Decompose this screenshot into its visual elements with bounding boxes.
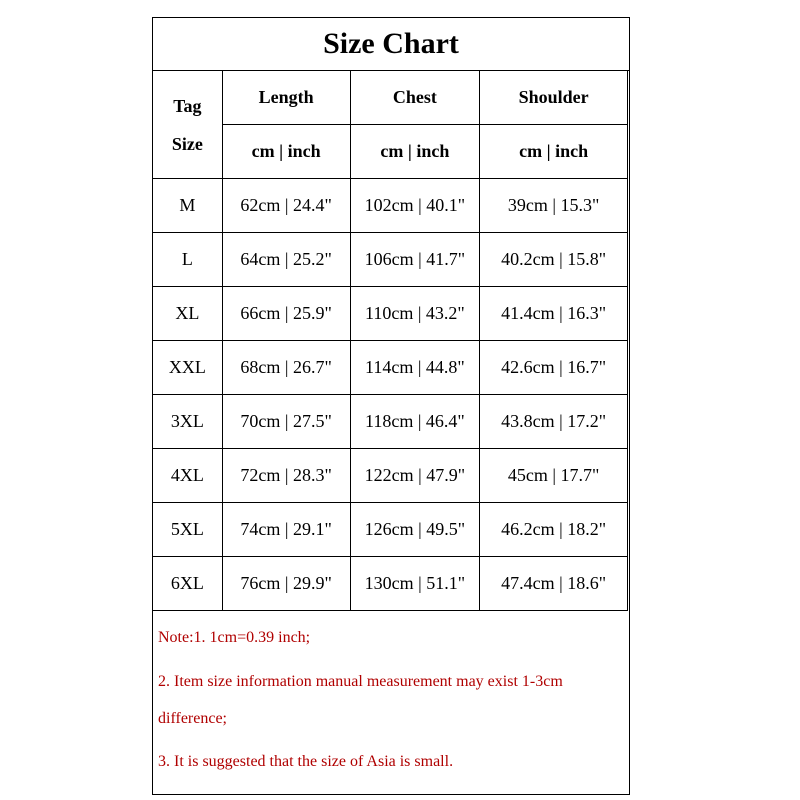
note-line-3: difference; xyxy=(158,710,227,727)
chest-cell: 110cm | 43.2" xyxy=(350,287,480,341)
chest-cell: 126cm | 49.5" xyxy=(350,503,480,557)
header-row xyxy=(153,71,628,125)
chest-cell: 118cm | 46.4" xyxy=(350,395,480,449)
table-row xyxy=(153,557,628,611)
shoulder-cell: 42.6cm | 16.7" xyxy=(480,341,628,395)
table-row xyxy=(153,233,628,287)
length-cell: 70cm | 27.5" xyxy=(222,395,350,449)
shoulder-cell: 40.2cm | 15.8" xyxy=(480,233,628,287)
tag-size-header xyxy=(153,71,223,179)
size-cell: M xyxy=(153,179,223,233)
size-cell: 4XL xyxy=(153,449,223,503)
table-row xyxy=(153,449,628,503)
shoulder-header: Shoulder xyxy=(480,71,628,125)
shoulder-unit: cm | inch xyxy=(480,125,628,179)
table-row xyxy=(153,341,628,395)
shoulder-cell: 43.8cm | 17.2" xyxy=(480,395,628,449)
chest-unit: cm | inch xyxy=(350,125,480,179)
chest-cell: 114cm | 44.8" xyxy=(350,341,480,395)
chart-title: Size Chart xyxy=(153,18,629,71)
shoulder-cell: 39cm | 15.3" xyxy=(480,179,628,233)
chest-cell: 102cm | 40.1" xyxy=(350,179,480,233)
length-cell: 72cm | 28.3" xyxy=(222,449,350,503)
size-cell: L xyxy=(153,233,223,287)
shoulder-cell: 41.4cm | 16.3" xyxy=(480,287,628,341)
table-row xyxy=(153,179,628,233)
table-row xyxy=(153,287,628,341)
length-header: Length xyxy=(222,71,350,125)
length-unit: cm | inch xyxy=(222,125,350,179)
note-line-4: 3. It is suggested that the size of Asia is small. xyxy=(158,753,454,770)
size-table xyxy=(152,70,628,611)
chest-cell: 106cm | 41.7" xyxy=(350,233,480,287)
length-cell: 76cm | 29.9" xyxy=(222,557,350,611)
length-cell: 62cm | 24.4" xyxy=(222,179,350,233)
size-cell: XXL xyxy=(153,341,223,395)
length-cell: 68cm | 26.7" xyxy=(222,341,350,395)
size-chart xyxy=(152,17,630,795)
unit-row xyxy=(153,125,628,179)
size-cell: 5XL xyxy=(153,503,223,557)
size-label: Size xyxy=(171,133,203,154)
table-row xyxy=(153,503,628,557)
size-cell: 6XL xyxy=(153,557,223,611)
tag-label: Tag xyxy=(173,95,202,116)
size-cell: XL xyxy=(153,287,223,341)
chest-header: Chest xyxy=(350,71,480,125)
length-cell: 66cm | 25.9" xyxy=(222,287,350,341)
note-line-2: 2. Item size information manual measurement may exist 1-3cm xyxy=(158,673,563,690)
length-cell: 74cm | 29.1" xyxy=(222,503,350,557)
shoulder-cell: 46.2cm | 18.2" xyxy=(480,503,628,557)
table-row xyxy=(153,395,628,449)
note-line-1: Note:1. 1cm=0.39 inch; xyxy=(158,629,311,646)
shoulder-cell: 47.4cm | 18.6" xyxy=(480,557,628,611)
length-cell: 64cm | 25.2" xyxy=(222,233,350,287)
chest-cell: 122cm | 47.9" xyxy=(350,449,480,503)
shoulder-cell: 45cm | 17.7" xyxy=(480,449,628,503)
chest-cell: 130cm | 51.1" xyxy=(350,557,480,611)
size-cell: 3XL xyxy=(153,395,223,449)
